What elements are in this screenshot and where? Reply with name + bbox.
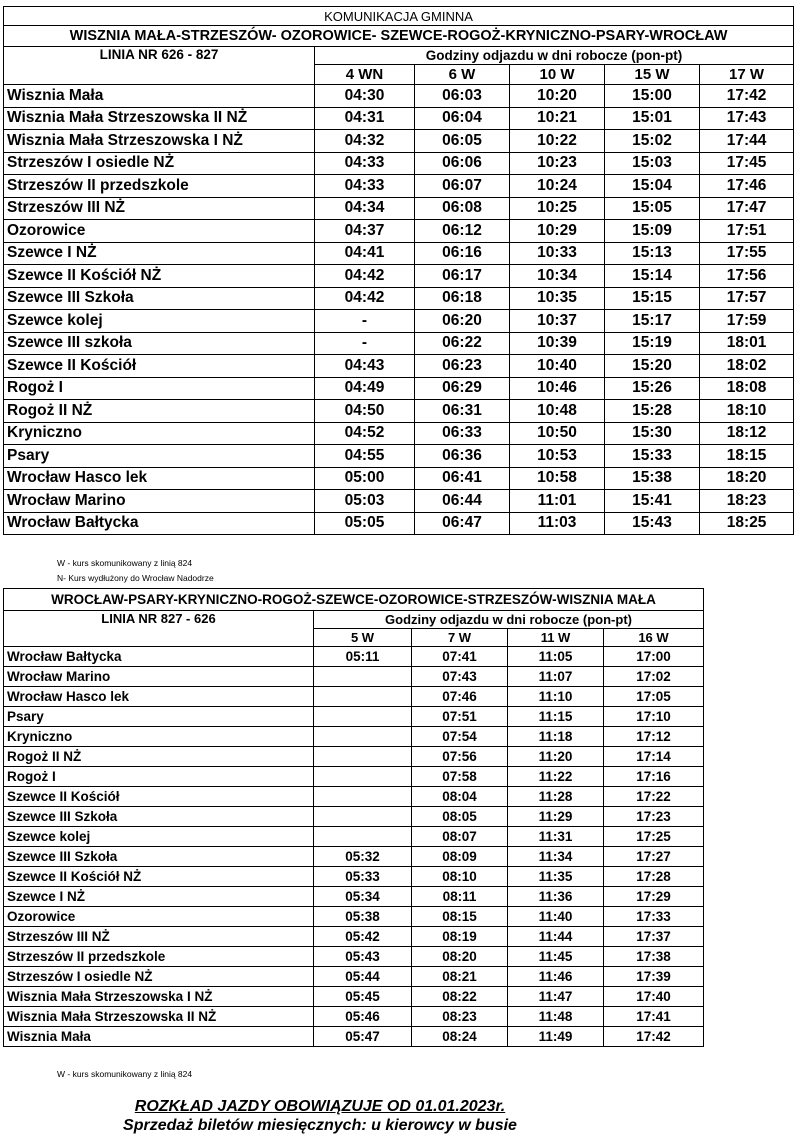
departure-time: 11:10 — [508, 687, 604, 707]
departure-time: 10:46 — [510, 377, 605, 400]
table-row — [4, 332, 794, 355]
departure-time: 06:41 — [415, 467, 510, 490]
departure-time: 10:48 — [510, 400, 605, 423]
departure-time: 04:32 — [315, 130, 415, 153]
departure-time: 11:35 — [508, 867, 604, 887]
table-row — [4, 422, 794, 445]
departure-time: 15:41 — [605, 490, 700, 513]
departure-time: 11:15 — [508, 707, 604, 727]
departure-time: 08:22 — [412, 987, 508, 1007]
stop-name: Ozorowice — [4, 220, 315, 243]
table-row — [4, 175, 794, 198]
departure-time: 10:40 — [510, 355, 605, 378]
stop-name: Wisznia Mała Strzeszowska II NŻ — [4, 1007, 314, 1027]
stop-name: Wrocław Marino — [4, 667, 314, 687]
departure-time: 08:05 — [412, 807, 508, 827]
departure-time: 06:16 — [415, 242, 510, 265]
departure-time: 10:20 — [510, 85, 605, 108]
table-row — [4, 887, 704, 907]
table-row — [4, 667, 704, 687]
departure-subheader: Godziny odjazdu w dni robocze (pon-pt) — [314, 611, 704, 629]
departure-time: 17:02 — [604, 667, 704, 687]
header-title: KOMUNIKACJA GMINNA — [4, 7, 794, 26]
departure-time: 11:49 — [508, 1027, 604, 1047]
departure-time: 05:47 — [314, 1027, 412, 1047]
departure-time: 08:23 — [412, 1007, 508, 1027]
departure-time: 10:23 — [510, 152, 605, 175]
departure-time: 04:42 — [315, 287, 415, 310]
departure-time: 17:14 — [604, 747, 704, 767]
stop-name: Wrocław Hasco lek — [4, 467, 315, 490]
table-row — [4, 947, 704, 967]
departure-time: 04:49 — [315, 377, 415, 400]
column-header: 6 W — [415, 65, 510, 85]
departure-time: 17:47 — [700, 197, 794, 220]
departure-time: 04:42 — [315, 265, 415, 288]
departure-time: 17:00 — [604, 647, 704, 667]
note-w: W - kurs skomunikowany z linią 824 — [57, 1069, 193, 1079]
departure-time: 15:38 — [605, 467, 700, 490]
departure-time — [314, 707, 412, 727]
departure-time: 17:16 — [604, 767, 704, 787]
departure-time: 17:44 — [700, 130, 794, 153]
departure-time: 07:46 — [412, 687, 508, 707]
table-row — [4, 707, 704, 727]
departure-time: 15:03 — [605, 152, 700, 175]
stop-name: Wrocław Bałtycka — [4, 647, 314, 667]
departure-time: 17:56 — [700, 265, 794, 288]
departure-time: 10:34 — [510, 265, 605, 288]
departure-time: 04:43 — [315, 355, 415, 378]
departure-time: 17:57 — [700, 287, 794, 310]
departure-time: 04:33 — [315, 175, 415, 198]
departure-time: 07:58 — [412, 767, 508, 787]
departure-time: 17:25 — [604, 827, 704, 847]
departure-time — [314, 747, 412, 767]
stop-name: Psary — [4, 445, 315, 468]
departure-time: 10:22 — [510, 130, 605, 153]
table-row — [4, 647, 704, 667]
departure-time: 08:10 — [412, 867, 508, 887]
table-row — [4, 107, 794, 130]
stop-name: Strzeszów II przedszkole — [4, 175, 315, 198]
departure-time: 08:15 — [412, 907, 508, 927]
departure-time: 10:25 — [510, 197, 605, 220]
table-row — [4, 130, 794, 153]
stop-name: Kryniczno — [4, 727, 314, 747]
stop-name: Strzeszów I osiedle NŻ — [4, 967, 314, 987]
stop-name: Wisznia Mała Strzeszowska I NŻ — [4, 130, 315, 153]
column-header: 11 W — [508, 629, 604, 647]
departure-time: 11:45 — [508, 947, 604, 967]
departure-time: 06:33 — [415, 422, 510, 445]
table-row — [4, 445, 794, 468]
column-header: 5 W — [314, 629, 412, 647]
departure-time: 17:39 — [604, 967, 704, 987]
stop-name: Strzeszów II przedszkole — [4, 947, 314, 967]
stop-name: Strzeszów I osiedle NŻ — [4, 152, 315, 175]
departure-time: 10:58 — [510, 467, 605, 490]
route-title: WISZNIA MAŁA-STRZESZÓW- OZOROWICE- SZEWCE-ROGOŻ-KRYNICZNO-PSARY-WROCŁAW — [4, 26, 794, 47]
stop-name: Wrocław Marino — [4, 490, 315, 513]
departure-time: 17:42 — [700, 85, 794, 108]
departure-time: 17:41 — [604, 1007, 704, 1027]
departure-time: 15:02 — [605, 130, 700, 153]
stop-name: Szewce I NŻ — [4, 242, 315, 265]
stop-name: Szewce II Kościół NŻ — [4, 265, 315, 288]
departure-time: 08:07 — [412, 827, 508, 847]
departure-time: 11:29 — [508, 807, 604, 827]
departure-time: 15:15 — [605, 287, 700, 310]
departure-time: 15:30 — [605, 422, 700, 445]
table-row — [4, 152, 794, 175]
ticket-sales-notice: Sprzedaż biletów miesięcznych: u kierowcy w busie — [123, 1117, 517, 1134]
departure-time: 15:28 — [605, 400, 700, 423]
departure-time: 15:17 — [605, 310, 700, 333]
departure-time: 10:39 — [510, 332, 605, 355]
departure-time: 08:20 — [412, 947, 508, 967]
departure-time: 18:25 — [700, 512, 794, 535]
departure-time: 07:41 — [412, 647, 508, 667]
stop-name: Szewce II Kościół — [4, 787, 314, 807]
departure-time: 06:07 — [415, 175, 510, 198]
table-row — [4, 987, 704, 1007]
departure-time: 15:26 — [605, 377, 700, 400]
departure-time: 15:43 — [605, 512, 700, 535]
departure-time: 15:09 — [605, 220, 700, 243]
departure-time: 08:09 — [412, 847, 508, 867]
departure-time: 04:37 — [315, 220, 415, 243]
departure-time: - — [315, 310, 415, 333]
departure-time: 17:12 — [604, 727, 704, 747]
departure-time: 15:33 — [605, 445, 700, 468]
departure-time: 05:43 — [314, 947, 412, 967]
departure-time: 11:28 — [508, 787, 604, 807]
table-row — [4, 512, 794, 535]
departure-time: 17:40 — [604, 987, 704, 1007]
column-header: 15 W — [605, 65, 700, 85]
departure-time: 18:02 — [700, 355, 794, 378]
departure-time: 15:01 — [605, 107, 700, 130]
departure-time: 18:10 — [700, 400, 794, 423]
stop-name: Ozorowice — [4, 907, 314, 927]
route-title: WROCŁAW-PSARY-KRYNICZNO-ROGOŻ-SZEWCE-OZOROWICE-STRZESZÓW-WISZNIA MAŁA — [4, 589, 704, 611]
departure-time: 08:11 — [412, 887, 508, 907]
departure-time: 06:22 — [415, 332, 510, 355]
departure-time: 05:05 — [315, 512, 415, 535]
departure-time: 11:36 — [508, 887, 604, 907]
departure-time: 06:03 — [415, 85, 510, 108]
departure-time: 05:44 — [314, 967, 412, 987]
departure-time: 15:19 — [605, 332, 700, 355]
departure-time: 04:34 — [315, 197, 415, 220]
departure-time: 10:53 — [510, 445, 605, 468]
departure-time: 10:50 — [510, 422, 605, 445]
table-row — [4, 490, 794, 513]
departure-time: 11:03 — [510, 512, 605, 535]
departure-time: 11:18 — [508, 727, 604, 747]
departure-time: 17:45 — [700, 152, 794, 175]
stop-name: Wrocław Bałtycka — [4, 512, 315, 535]
departure-time: 15:13 — [605, 242, 700, 265]
column-header: 10 W — [510, 65, 605, 85]
departure-time: 07:56 — [412, 747, 508, 767]
table-row — [4, 747, 704, 767]
line-number: LINIA NR 827 - 626 — [4, 611, 314, 647]
departure-time: 17:33 — [604, 907, 704, 927]
stop-name: Szewce kolej — [4, 310, 315, 333]
table-row — [4, 767, 704, 787]
departure-time: 04:31 — [315, 107, 415, 130]
table-row — [4, 265, 794, 288]
departure-time: 10:35 — [510, 287, 605, 310]
table-row — [4, 687, 704, 707]
departure-time: 08:21 — [412, 967, 508, 987]
departure-time: 05:42 — [314, 927, 412, 947]
departure-time: 17:29 — [604, 887, 704, 907]
departure-time: 06:05 — [415, 130, 510, 153]
departure-time: 18:12 — [700, 422, 794, 445]
stop-name: Wisznia Mała — [4, 1027, 314, 1047]
departure-time: 17:05 — [604, 687, 704, 707]
stop-name: Szewce III Szkoła — [4, 847, 314, 867]
table-row — [4, 467, 794, 490]
departure-time: 11:44 — [508, 927, 604, 947]
departure-time: 04:55 — [315, 445, 415, 468]
departure-time: 08:04 — [412, 787, 508, 807]
table-row — [4, 927, 704, 947]
stop-name: Rogoż I — [4, 767, 314, 787]
departure-time: 06:23 — [415, 355, 510, 378]
departure-time: 17:43 — [700, 107, 794, 130]
stop-name: Szewce III szkoła — [4, 332, 315, 355]
table-row — [4, 242, 794, 265]
departure-time: 08:24 — [412, 1027, 508, 1047]
departure-time: 05:11 — [314, 647, 412, 667]
departure-time: 17:59 — [700, 310, 794, 333]
departure-time: 05:03 — [315, 490, 415, 513]
departure-time: 06:06 — [415, 152, 510, 175]
departure-time: 10:29 — [510, 220, 605, 243]
note-w: W - kurs skomunikowany z linią 824 — [57, 558, 193, 568]
departure-time: 11:05 — [508, 647, 604, 667]
stop-name: Szewce III Szkoła — [4, 287, 315, 310]
departure-time: 05:45 — [314, 987, 412, 1007]
departure-time: 15:14 — [605, 265, 700, 288]
table-row — [4, 787, 704, 807]
stop-name: Kryniczno — [4, 422, 315, 445]
table-row — [4, 1027, 704, 1047]
departure-time — [314, 727, 412, 747]
table-row — [4, 355, 794, 378]
departure-subheader: Godziny odjazdu w dni robocze (pon-pt) — [315, 47, 794, 65]
departure-time: 11:20 — [508, 747, 604, 767]
departure-time: 10:33 — [510, 242, 605, 265]
departure-time: 04:33 — [315, 152, 415, 175]
departure-time: 11:31 — [508, 827, 604, 847]
departure-time: 18:08 — [700, 377, 794, 400]
table-row — [4, 400, 794, 423]
table-row — [4, 907, 704, 927]
departure-time: 17:22 — [604, 787, 704, 807]
departure-time: 06:04 — [415, 107, 510, 130]
stop-name: Wisznia Mała Strzeszowska I NŻ — [4, 987, 314, 1007]
table-row — [4, 85, 794, 108]
departure-time: 11:40 — [508, 907, 604, 927]
stop-name: Wisznia Mała Strzeszowska II NŻ — [4, 107, 315, 130]
timetable-626-827 — [3, 6, 794, 535]
table-row — [4, 727, 704, 747]
departure-time: 17:10 — [604, 707, 704, 727]
stop-name: Szewce II Kościół — [4, 355, 315, 378]
line-number: LINIA NR 626 - 827 — [4, 47, 315, 85]
departure-time: 06:17 — [415, 265, 510, 288]
stop-name: Psary — [4, 707, 314, 727]
departure-time: 04:41 — [315, 242, 415, 265]
departure-time: 06:47 — [415, 512, 510, 535]
departure-time — [314, 807, 412, 827]
departure-time: 17:37 — [604, 927, 704, 947]
departure-time: 11:01 — [510, 490, 605, 513]
column-header: 16 W — [604, 629, 704, 647]
column-header: 17 W — [700, 65, 794, 85]
departure-time: 17:23 — [604, 807, 704, 827]
departure-time: 17:46 — [700, 175, 794, 198]
departure-time: 18:23 — [700, 490, 794, 513]
departure-time — [314, 767, 412, 787]
departure-time: 05:33 — [314, 867, 412, 887]
stop-name: Strzeszów III NŻ — [4, 927, 314, 947]
departure-time: 06:31 — [415, 400, 510, 423]
departure-time: 11:07 — [508, 667, 604, 687]
departure-time: 04:30 — [315, 85, 415, 108]
departure-time: 17:55 — [700, 242, 794, 265]
stop-name: Rogoż I — [4, 377, 315, 400]
validity-notice: ROZKŁAD JAZDY OBOWIĄZUJE OD 01.01.2023r. — [134, 1098, 506, 1115]
departure-time: 06:20 — [415, 310, 510, 333]
column-header: 4 WN — [315, 65, 415, 85]
table-row — [4, 287, 794, 310]
departure-time: 07:51 — [412, 707, 508, 727]
stop-name: Wrocław Hasco lek — [4, 687, 314, 707]
departure-time: 07:43 — [412, 667, 508, 687]
departure-time: 11:46 — [508, 967, 604, 987]
table-row — [4, 867, 704, 887]
stop-name: Rogoż II NŻ — [4, 400, 315, 423]
table-row — [4, 827, 704, 847]
departure-time: 05:38 — [314, 907, 412, 927]
departure-time: 06:36 — [415, 445, 510, 468]
table-row — [4, 967, 704, 987]
departure-time — [314, 787, 412, 807]
departure-time: 15:00 — [605, 85, 700, 108]
departure-time: 06:08 — [415, 197, 510, 220]
table-row — [4, 807, 704, 827]
departure-time: 15:20 — [605, 355, 700, 378]
column-header: 7 W — [412, 629, 508, 647]
departure-time: 15:05 — [605, 197, 700, 220]
departure-time: 17:27 — [604, 847, 704, 867]
departure-time — [314, 667, 412, 687]
table-row — [4, 377, 794, 400]
timetable-827-626 — [3, 588, 704, 1047]
departure-time — [314, 687, 412, 707]
departure-time: 05:00 — [315, 467, 415, 490]
departure-time: 05:46 — [314, 1007, 412, 1027]
departure-time: - — [315, 332, 415, 355]
departure-time: 04:50 — [315, 400, 415, 423]
stop-name: Szewce kolej — [4, 827, 314, 847]
table-row — [4, 847, 704, 867]
departure-time: 11:22 — [508, 767, 604, 787]
departure-time: 06:12 — [415, 220, 510, 243]
departure-time: 05:32 — [314, 847, 412, 867]
departure-time: 18:01 — [700, 332, 794, 355]
table-row — [4, 310, 794, 333]
departure-time: 07:54 — [412, 727, 508, 747]
stop-name: Szewce I NŻ — [4, 887, 314, 907]
departure-time: 17:28 — [604, 867, 704, 887]
departure-time: 06:29 — [415, 377, 510, 400]
departure-time: 06:18 — [415, 287, 510, 310]
departure-time: 18:20 — [700, 467, 794, 490]
departure-time: 17:51 — [700, 220, 794, 243]
departure-time: 15:04 — [605, 175, 700, 198]
departure-time: 04:52 — [315, 422, 415, 445]
departure-time: 18:15 — [700, 445, 794, 468]
stop-name: Szewce III Szkoła — [4, 807, 314, 827]
note-n: N- Kurs wydłużony do Wrocław Nadodrze — [57, 573, 214, 583]
departure-time: 17:38 — [604, 947, 704, 967]
departure-time: 08:19 — [412, 927, 508, 947]
stop-name: Szewce II Kościół NŻ — [4, 867, 314, 887]
departure-time: 11:34 — [508, 847, 604, 867]
departure-time: 10:24 — [510, 175, 605, 198]
departure-time: 17:42 — [604, 1027, 704, 1047]
departure-time: 05:34 — [314, 887, 412, 907]
table-row — [4, 220, 794, 243]
departure-time: 11:48 — [508, 1007, 604, 1027]
table-row — [4, 1007, 704, 1027]
table-row — [4, 197, 794, 220]
stop-name: Rogoż II NŻ — [4, 747, 314, 767]
departure-time: 10:21 — [510, 107, 605, 130]
stop-name: Wisznia Mała — [4, 85, 315, 108]
departure-time — [314, 827, 412, 847]
departure-time: 06:44 — [415, 490, 510, 513]
stop-name: Strzeszów III NŻ — [4, 197, 315, 220]
departure-time: 11:47 — [508, 987, 604, 1007]
departure-time: 10:37 — [510, 310, 605, 333]
